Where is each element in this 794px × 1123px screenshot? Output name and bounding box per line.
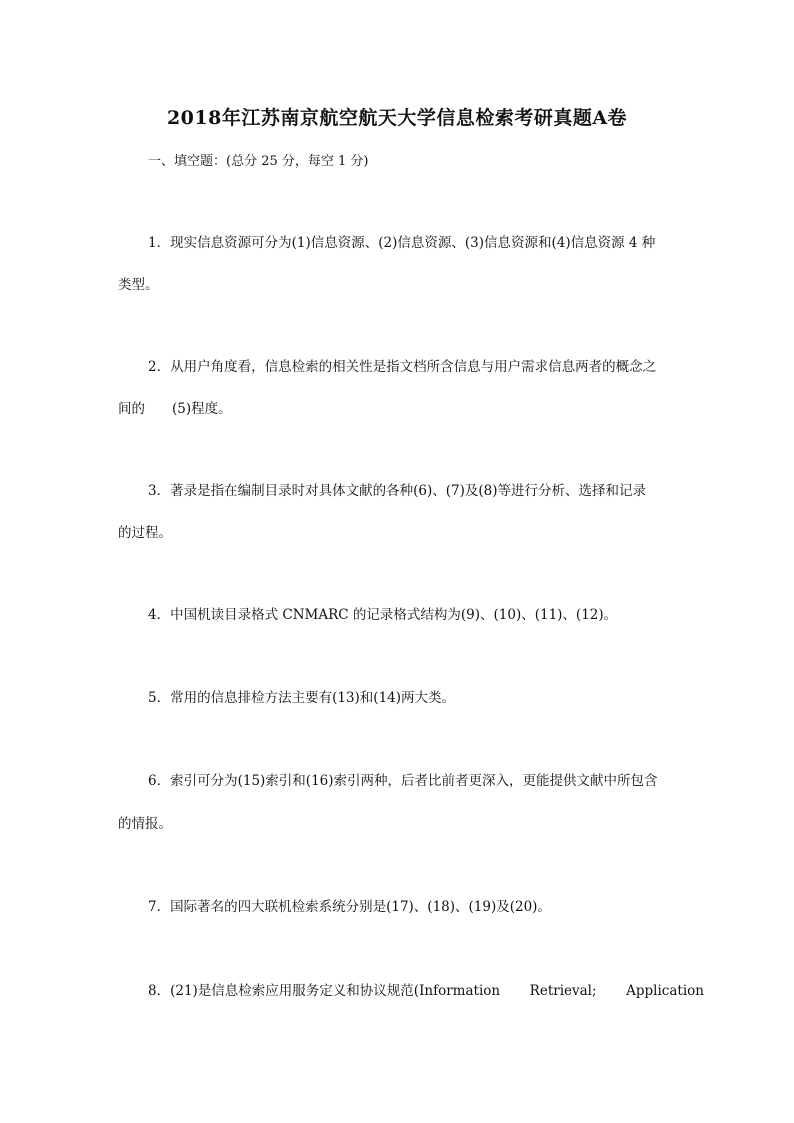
question-8-word-3: Application: [626, 983, 704, 999]
question-8-word-2: Retrieval;: [529, 983, 597, 999]
question-7-line-1: 7．国际著名的四大联机检索系统分别是(17)、(18)、(19)及(20)。: [148, 899, 551, 915]
question-8-word-1: 8．(21)是信息检索应用服务定义和协议规范(Information: [148, 983, 501, 999]
question-6-line-1: 6．索引可分为(15)索引和(16)索引两种，后者比前者更深入，更能提供文献中所包含: [148, 773, 658, 789]
question-1-line-1: 1．现实信息资源可分为(1)信息资源、(2)信息资源、(3)信息资源和(4)信息资源 4 种: [148, 235, 656, 251]
question-4-line-1: 4．中国机读目录格式 CNMARC 的记录格式结构为(9)、(10)、(11)、(12)。: [148, 607, 618, 623]
question-3-line-1: 3．著录是指在编制目录时对具体文献的各种(6)、(7)及(8)等进行分析、选择和记录: [148, 483, 646, 499]
question-2-line-1: 2．从用户角度看，信息检索的相关性是指文档所含信息与用户需求信息两者的概念之: [148, 359, 657, 375]
question-2-line-2: 间的 (5)程度。: [118, 401, 232, 417]
question-6-line-2: 的情报。: [118, 816, 172, 832]
document-title: 2018年江苏南京航空航天大学信息检索考研真题A卷: [166, 107, 628, 129]
question-3-line-2: 的过程。: [118, 525, 172, 541]
section-heading: 一、填空题：(总分 25 分，每空 1 分): [148, 154, 369, 169]
question-8-line-1: [148, 981, 704, 1001]
question-5-line-1: 5．常用的信息排检方法主要有(13)和(14)两大类。: [148, 690, 456, 706]
question-1-line-2: 类型。: [118, 277, 159, 293]
